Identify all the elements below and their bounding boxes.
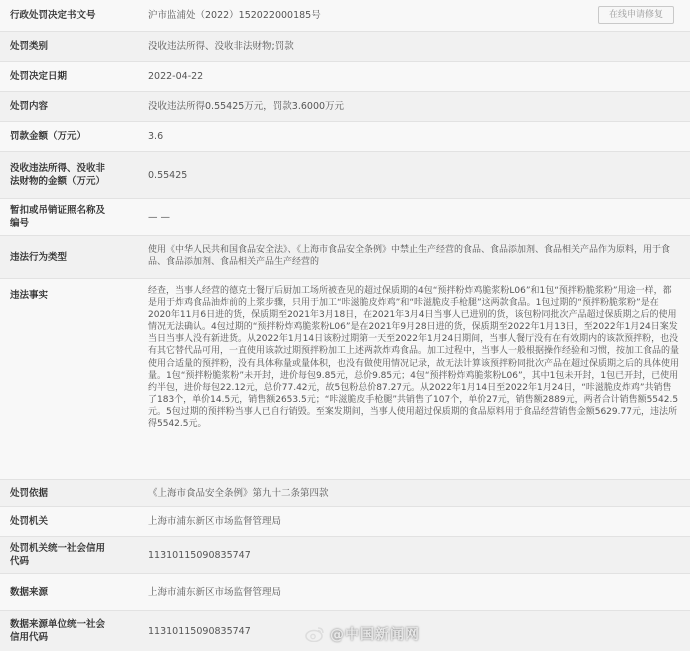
- row-label: 处罚内容: [10, 101, 49, 112]
- row-label: 处罚机关统一社会信用代码: [10, 543, 106, 567]
- row-amount: [0, 122, 690, 152]
- row-value: 《上海市食品安全条例》第九十二条第四款: [148, 487, 329, 499]
- row-value: 没收违法所得0.55425万元，罚款3.6000万元: [148, 101, 345, 112]
- row-source: [0, 574, 690, 611]
- weibo-icon: [305, 626, 325, 642]
- row-value: 没收违法所得、没收非法财物;罚款: [148, 41, 294, 52]
- online-repair-button[interactable]: 在线申请修复: [598, 6, 674, 24]
- row-label: 违法行为类型: [10, 251, 68, 263]
- row-violation-type: [0, 236, 690, 279]
- row-content: [0, 92, 690, 122]
- row-label: 违法事实: [10, 290, 49, 301]
- row-label: 罚款金额（万元）: [10, 131, 87, 142]
- row-label: 处罚决定日期: [10, 71, 68, 82]
- row-label: 数据来源: [10, 586, 49, 598]
- row-value: 0.55425: [148, 169, 188, 181]
- row-label: 数据来源单位统一社会信用代码: [10, 619, 106, 643]
- watermark-text: @中国新闻网: [330, 627, 420, 643]
- row-value: 2022-04-22: [148, 71, 204, 82]
- row-confiscation: [0, 152, 690, 199]
- row-value: 经查，当事人经营的德克士餐厅后厨加工场所被查见的超过保质期的4包“预拌粉炸鸡脆浆粉L06”和1包“预拌粉脆浆粉”用途一样，都是用于炸鸡食品油炸前的上浆步骤，只用于加工“咔滋脆皮炸鸡”和“咔滋脆皮手枪腿”这两款食品。1包过期的“预拌粉脆浆粉”是在2020年11月6日进的货，保质期至2021年3月18日，在2021年3月4日当事人已进别的货，该包粉同批次产品超过保质期之后的使用情况无法确认。4包过期的“预拌粉炸鸡脆浆粉L06”是在2021年9月28日进的货，保质期至2022年1月13日，至2022年1月24日案发当日当事人没有新进货。从2022年1月14日该粉过期第一天至2022年1月24日期间，当事人餐厅没有在有效期内的该款预拌粉，也没有其它替代品可用，一直使用该款过期预拌粉加工上述两款炸鸡食品。加工过程中，当事人一般根据操作经验和习惯，按加工食品的量使用合适量的预拌粉，没有具体称量或量体积，也没有做使用情况记录，故无法计算该预拌粉同批次产品在超过保质期之后的具体使用量。1包“预拌粉脆浆粉”未开封，进价每包9.85元，总价9.85元；4包“预拌粉炸鸡脆浆粉L06”，其中1包未开封，1包已开封，已使用约半包，进价每包22.12元，总价77.42元，故5包粉总价87.27元。从2022年1月14日至2022年1月24日，“咔滋脆皮炸鸡”共销售了183个，单价14.5元，销售额2653.5元；“咔滋脆皮手枪腿”共销售了107个，单价27元，销售额2889元，两者合计销售额5542.5元。5包过期的预拌粉当事人已自行销毁。至案发期间，当事人使用超过保质期的食品原料用于食品经营销售金额5629.77元，违法所得5542.5元。: [148, 286, 680, 430]
- row-date: [0, 62, 690, 92]
- row-label: 处罚机关: [10, 516, 49, 527]
- news-watermark: [305, 624, 420, 644]
- decision-number-value: 沪市监浦处（2022）152022000185号: [148, 10, 321, 21]
- row-label: 行政处罚决定书文号: [10, 10, 96, 21]
- row-facts: [0, 279, 690, 480]
- row-value: — —: [148, 211, 171, 223]
- row-value: 11310115090835747: [148, 625, 251, 637]
- row-type: [0, 32, 690, 62]
- row-decision-number: [0, 0, 690, 32]
- row-license: [0, 199, 690, 236]
- row-label: 暂扣或吊销证照名称及编号: [10, 205, 106, 229]
- row-label: 没收违法所得、没收非法财物的金额（万元）: [10, 163, 106, 187]
- row-value: 上海市浦东新区市场监督管理局: [148, 586, 282, 598]
- row-value: 上海市浦东新区市场监督管理局: [148, 516, 282, 527]
- row-value: 11310115090835747: [148, 549, 251, 561]
- row-value: 3.6: [148, 131, 164, 142]
- row-basis: [0, 480, 690, 507]
- row-agency-credit-code: [0, 537, 690, 574]
- row-label: 处罚类别: [10, 41, 49, 52]
- row-value: 使用《中华人民共和国食品安全法》、《上海市食品安全条例》中禁止生产经营的食品、食品添加剂、食品相关产品作为原料，用于食品、食品添加剂、食品相关产品生产经营的: [148, 245, 671, 268]
- row-label: 处罚依据: [10, 487, 49, 499]
- row-agency: [0, 507, 690, 537]
